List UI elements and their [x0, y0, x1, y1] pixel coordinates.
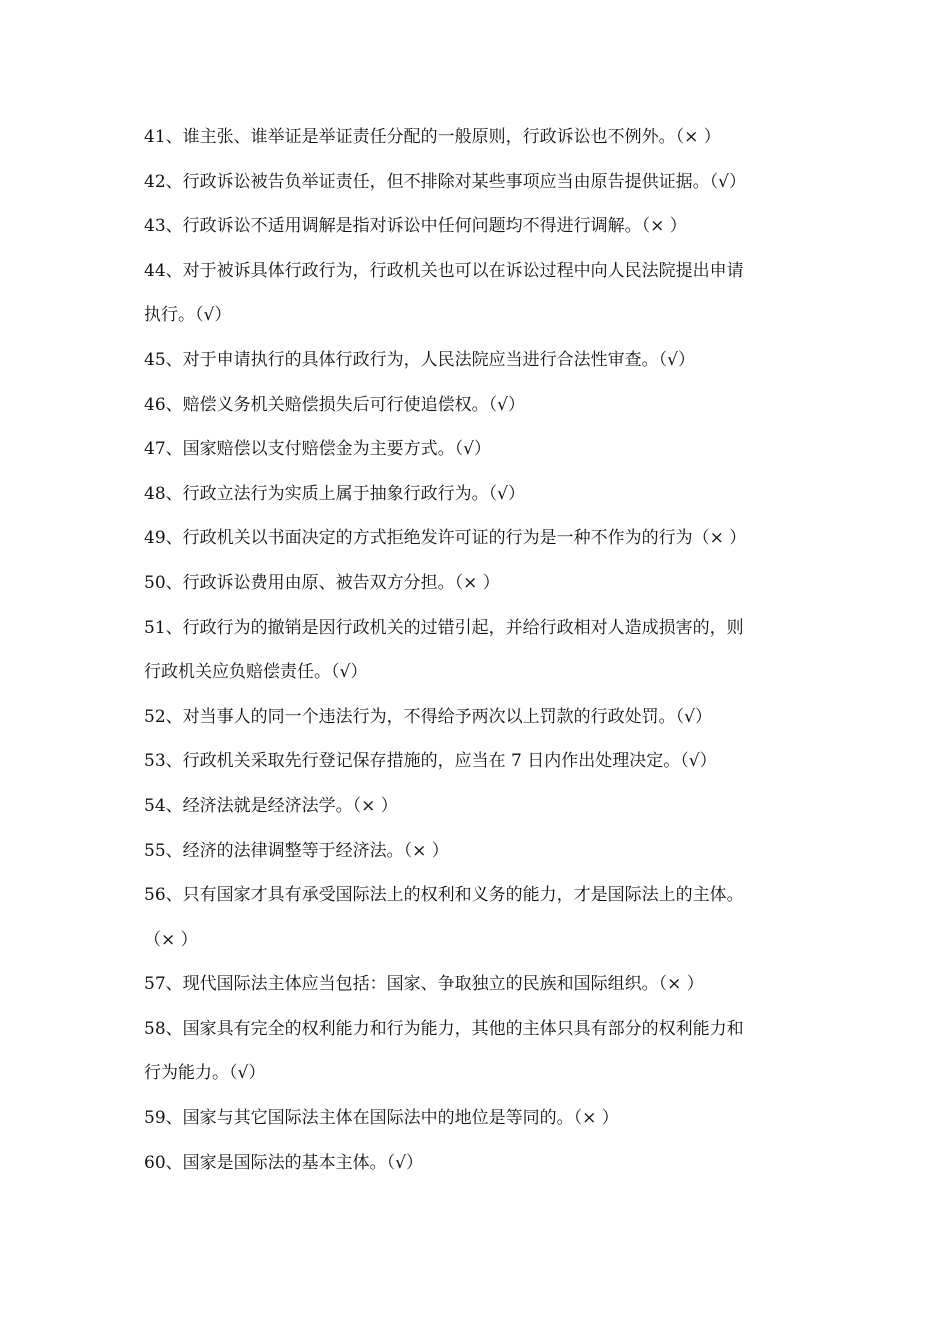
question-51-line-1: 51、行政行为的撤销是因行政机关的过错引起，并给行政相对人造成损害的，则 [144, 617, 744, 638]
question-59-line: 59、国家与其它国际法主体在国际法中的地位是等同的。（× ） [144, 1108, 619, 1129]
question-44-line-2: 执行。（√） [144, 305, 232, 326]
question-41-line: 41、谁主张、谁举证是举证责任分配的一般原则，行政诉讼也不例外。（× ） [144, 127, 721, 147]
question-58-line-1: 58、国家具有完全的权利能力和行为能力，其他的主体只具有部分的权利能力和 [144, 1018, 744, 1039]
question-56-line-2: （× ） [144, 929, 198, 950]
question-42-line: 42、行政诉讼被告负举证责任，但不排除对某些事项应当由原告提供证据。（√） [144, 171, 746, 192]
question-52-line: 52、对当事人的同一个违法行为，不得给予两次以上罚款的行政处罚。（√） [144, 706, 712, 727]
question-53-line: 53、行政机关采取先行登记保存措施的，应当在 7 日内作出处理决定。（√） [144, 751, 717, 772]
question-58-line-2: 行为能力。（√） [144, 1063, 266, 1084]
question-55-line: 55、经济的法律调整等于经济法。（× ） [144, 840, 449, 861]
question-47-line: 47、国家赔偿以支付赔偿金为主要方式。（√） [144, 439, 491, 460]
question-44-line-1: 44、对于被诉具体行政行为，行政机关也可以在诉讼过程中向人民法院提出申请 [144, 260, 744, 281]
question-60-line: 60、国家是国际法的基本主体。（√） [144, 1152, 423, 1173]
question-49-line: 49、行政机关以书面决定的方式拒绝发许可证的行为是一种不作为的行为（× ） [144, 528, 747, 549]
question-50-line: 50、行政诉讼费用由原、被告双方分担。（× ） [144, 572, 500, 593]
question-45-line: 45、对于申请执行的具体行政行为，人民法院应当进行合法性审查。（√） [144, 349, 695, 370]
question-43-line: 43、行政诉讼不适用调解是指对诉讼中任何问题均不得进行调解。（× ） [144, 216, 687, 237]
question-46-line: 46、赔偿义务机关赔偿损失后可行使追偿权。（√） [144, 394, 525, 415]
question-51-line-2: 行政机关应负赔偿责任。（√） [144, 662, 368, 683]
question-57-line: 57、现代国际法主体应当包括：国家、争取独立的民族和国际组织。（× ） [144, 974, 704, 995]
question-list [144, 115, 812, 1185]
question-48-line: 48、行政立法行为实质上属于抽象行政行为。（√） [144, 483, 525, 504]
question-56-line-1: 56、只有国家才具有承受国际法上的权利和义务的能力，才是国际法上的主体。 [144, 885, 744, 906]
question-54-line: 54、经济法就是经济法学。（× ） [144, 795, 398, 816]
